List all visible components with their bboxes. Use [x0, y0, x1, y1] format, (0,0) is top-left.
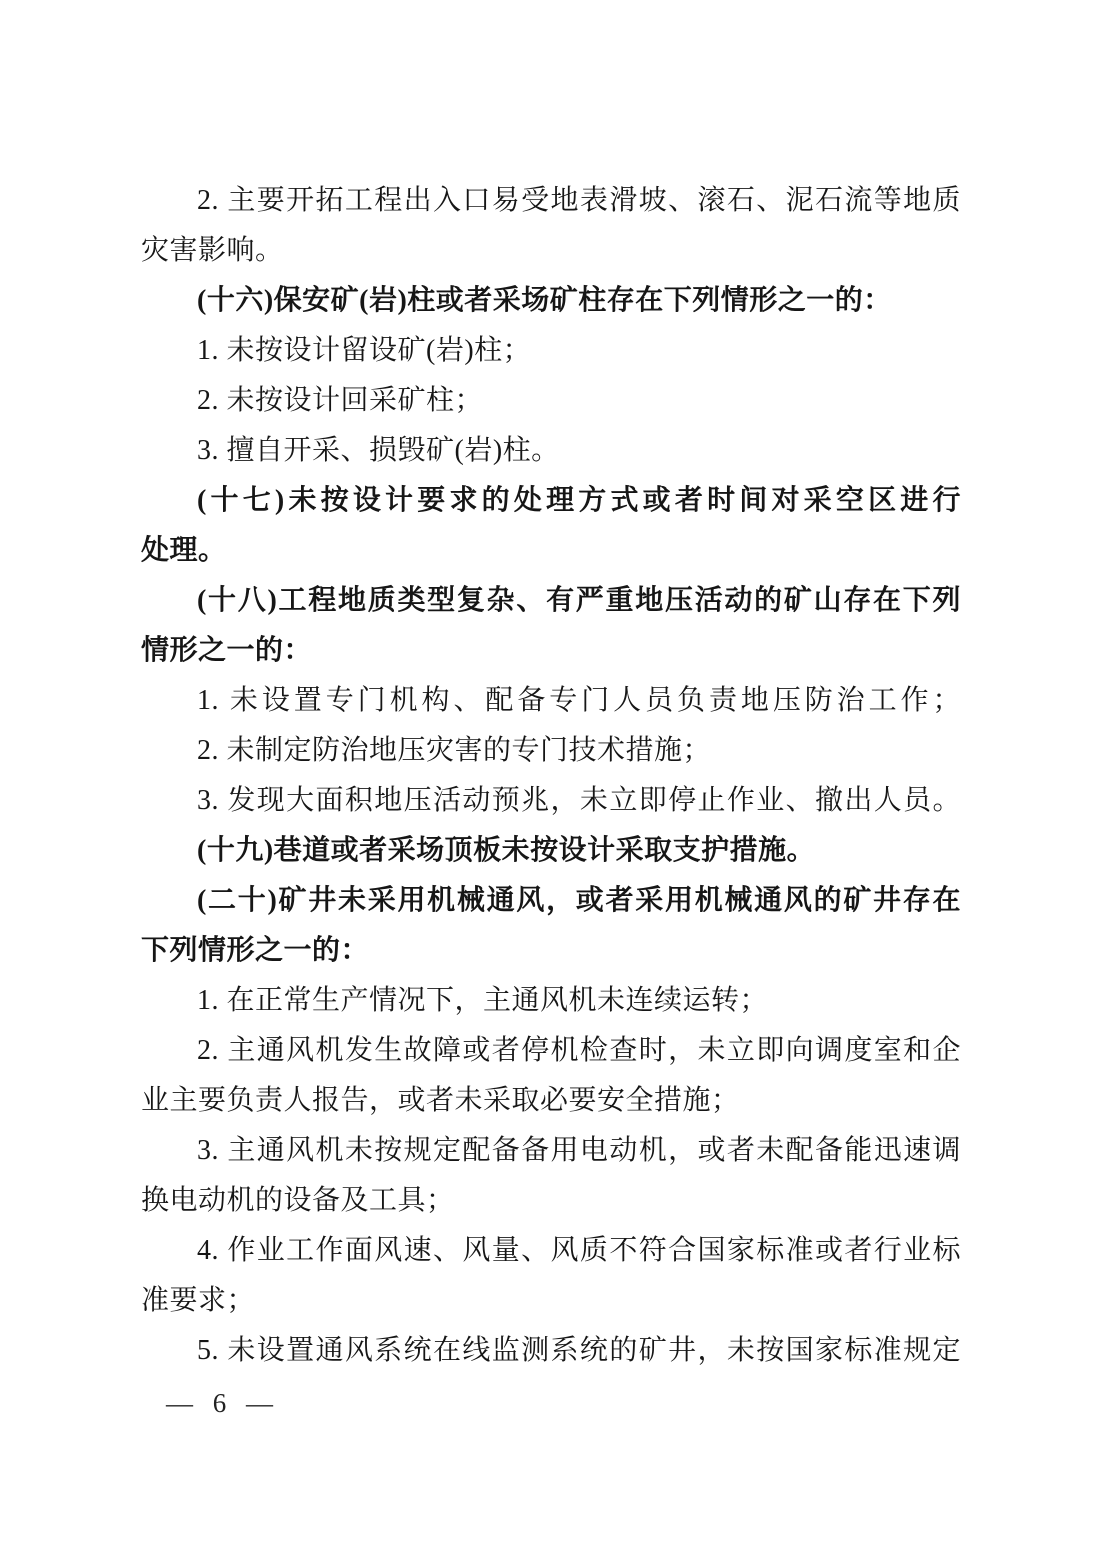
text-line: 下列情形之一的：: [141, 935, 370, 966]
document-text: [141, 176, 961, 1376]
text-line: 准要求；: [141, 1285, 256, 1316]
text-line: 情形之一的：: [141, 635, 313, 666]
text-line: 5. 未设置通风系统在线监测系统的矿井，未按国家标准规定: [197, 1335, 961, 1366]
text-line: 1. 未设置专门机构、配备专门人员负责地压防治工作；: [197, 685, 961, 716]
text-line: 处理。: [141, 535, 227, 566]
text-line: 3. 擅自开采、损毁矿(岩)柱。: [197, 435, 560, 466]
text-line: 换电动机的设备及工具；: [141, 1185, 455, 1216]
text-line: 1. 在正常生产情况下，主通风机未连续运转；: [197, 985, 769, 1016]
text-line: 3. 发现大面积地压活动预兆，未立即停止作业、撤出人员。: [197, 785, 961, 816]
text-line: 3. 主通风机未按规定配备备用电动机，或者未配备能迅速调: [197, 1135, 961, 1166]
text-line: 1. 未按设计留设矿(岩)柱；: [197, 335, 532, 366]
text-line: 2. 未按设计回采矿柱；: [197, 385, 484, 416]
text-line: 业主要负责人报告，或者未采取必要安全措施；: [141, 1085, 740, 1116]
text-line: 2. 主通风机发生故障或者停机检查时，未立即向调度室和企: [197, 1035, 961, 1066]
text-line: 灾害影响。: [141, 235, 284, 266]
text-line: 2. 未制定防治地压灾害的专门技术措施；: [197, 735, 712, 766]
section-heading-17: (十七)未按设计要求的处理方式或者时间对采空区进行: [197, 485, 961, 516]
text-line: 2. 主要开拓工程出入口易受地表滑坡、滚石、泥石流等地质: [197, 185, 961, 216]
section-heading-19: (十九)巷道或者采场顶板未按设计采取支护措施。: [197, 835, 816, 866]
page-number: — 6 —: [166, 1388, 274, 1418]
section-heading-20: (二十)矿井未采用机械通风，或者采用机械通风的矿井存在: [197, 885, 961, 916]
section-heading-16: (十六)保安矿(岩)柱或者采场矿柱存在下列情形之一的：: [197, 285, 892, 316]
section-heading-18: (十八)工程地质类型复杂、有严重地压活动的矿山存在下列: [197, 585, 961, 616]
text-line: 4. 作业工作面风速、风量、风质不符合国家标准或者行业标: [197, 1235, 961, 1266]
